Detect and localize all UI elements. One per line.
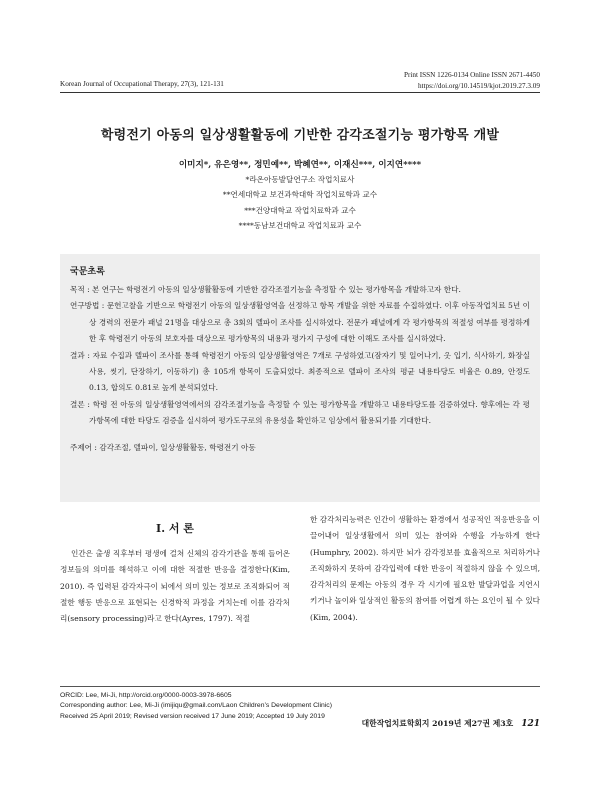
abstract-keywords: 주제어 : 감각조절, 델파이, 일상생활활동, 학령전기 아동 [70,442,256,452]
header-divider [60,92,540,93]
abstract-conclusion: 결론 : 학령 전 아동의 일상생활영역에서의 감각조절기능을 측정할 수 있는 평가항목을 개발하고 내용타당도를 검증하였다. 향후에는 각 평가항목에 대한 타당도 검증을 실시하여 평가도구로의 유용성을 확인하고 임상에서 활용되기를 기대한다. [70,399,530,426]
intro-paragraph-right: 한 감각처리능력은 인간이 생활하는 환경에서 성공적인 적응반응을 이끌어내어 일상생활에서 의미 있는 참여와 수행을 가능하게 한다(Humphry, 2002). 하지만 뇌가 감각정보를 효율적으로 처리하거나 조직화하지 못하여 감각입력에 대한 반응이 적절하지 않을 수 있으며, 감각처리의 문제는 아동의 경우 각 시기에 필요한 발달과업을 지연시키거나 놀이와 일상적인 활동의 참여를 어렵게 하는 요인이 될 수 있다(Kim, 2004). [310,515,540,622]
issn-line: Print ISSN 1226-0134 Online ISSN 2671-4450 [404,71,540,79]
footnotes [60,691,332,722]
orcid-footnote: ORCID: Lee, Mi-Ji, http://orcid.org/0000-0003-3978-6605 [60,692,232,699]
author-list: 이미지*, 유은영**, 정민예**, 박혜연**, 이재신***, 이지연**** [178,160,422,170]
page-number: 121 [521,719,540,729]
abstract-methods: 연구방법 : 문헌고찰을 기반으로 학령전기 아동의 일상생활영역을 선정하고 항목 개발을 위한 자료를 수집하였다. 이후 아동작업치료 5년 이상 경력의 전문가 패널 21명을 대상으로 총 3회의 델파이 조사를 실시하였다. 전문가 패널에게 각 평가항목의 적절성 여부를 평정하게 한 후 학령전기 아동의 보호자를 대상으로 평가항목의 내용과 평가지 구성에 대한 이해도 조사를 실시하였다. [70,301,530,344]
affiliation-item: *라온아동발달연구소 작업치료사 [245,175,355,184]
abstract-box [60,254,540,502]
abstract-results: 결과 : 자료 수집과 델파이 조사를 통해 학령전기 아동의 일상생활영역은 7개로 구성하였고(잠자기 및 일어나기, 옷 입기, 식사하기, 화장실 사용, 씻기, 단장하기, 이동하기) 총 105개 항목이 도출되었다. 최종적으로 델파이 조사의 평균 내용타당도 비율은 0.89, 안정도 0.13, 합의도 0.81로 높게 분석되었다. [70,350,530,393]
footer-journal-issue: 대한작업치료학회지 2019년 제27권 제3호 [361,719,514,728]
corresponding-author-footnote: Corresponding author: Lee, Mi-Ji (imijiqu@gmail.com/Laon Children’s Development Clinic) [60,702,332,710]
paper-title: 학령전기 아동의 일상생활활동에 기반한 감각조절기능 평가항목 개발 [100,128,500,143]
section-heading-introduction: I. 서 론 [156,522,194,535]
received-dates-footnote: Received 25 April 2019; Revised version received 17 June 2019; Accepted 19 July 2019 [60,712,325,720]
affiliation-list [60,172,540,234]
footnote-divider [60,686,540,687]
journal-citation: Korean Journal of Occupational Therapy, 27(3), 121-131 [60,80,224,88]
page-footer [362,718,540,729]
doi-link[interactable]: https://doi.org/10.14519/kjot.2019.27.3.09 [417,81,540,90]
affiliation-item: **연세대학교 보건과학대학 작업치료학과 교수 [222,190,378,200]
affiliation-item: ****동남보건대학교 작업치료과 교수 [238,221,362,231]
issn-doi-block [404,70,540,91]
affiliation-item: ***건양대학교 작업치료학과 교수 [244,205,356,215]
abstract-heading: 국문초록 [70,267,105,277]
abstract-purpose: 목적 : 본 연구는 학령전기 아동의 일상생활활동에 기반한 감각조절기능을 측정할 수 있는 평가항목을 개발하고자 한다. [70,285,461,294]
right-column [310,512,540,626]
intro-paragraph-left: 인간은 출생 직후부터 평생에 걸쳐 신체의 감각기관을 통해 들어온 정보들의 의미를 해석하고 이에 대한 적절한 반응을 결정한다(Kim, 2010). 즉 입력된 감각자극이 뇌에서 의미 있는 정보로 조직화되어 적절한 행동 반응으로 표현되는 신경학적 과정을 거치는데 이를 감각처리(sensory processing)라고 한다(Ayres, 1797). 적절 [60,549,290,624]
left-column [60,512,290,627]
